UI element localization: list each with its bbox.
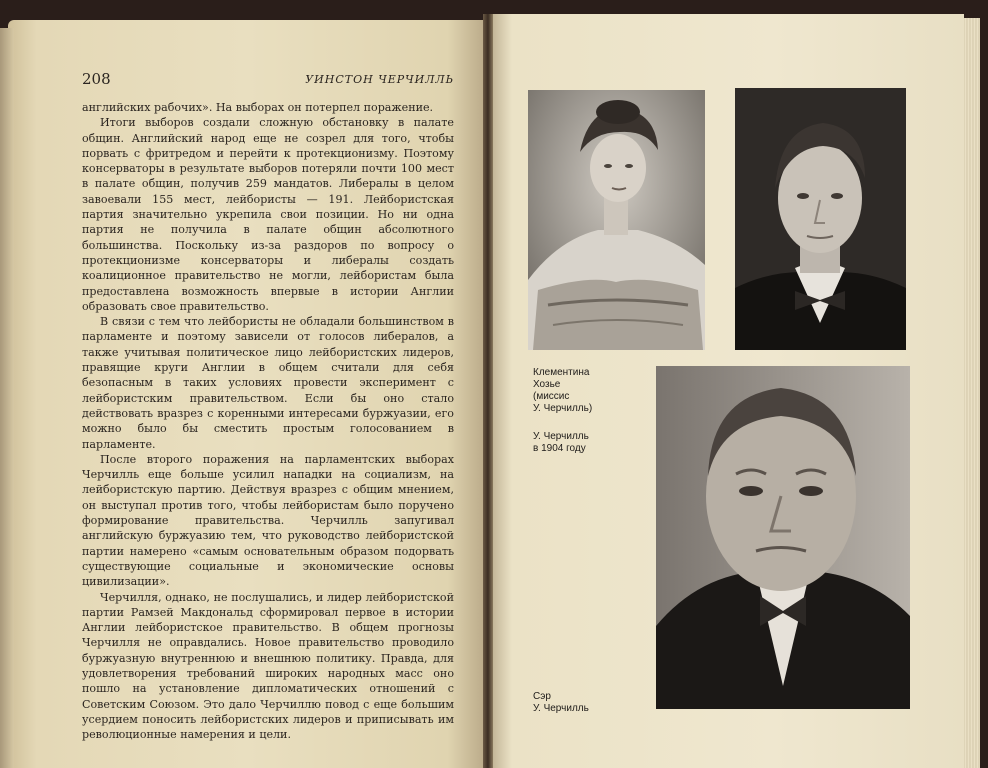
- paragraph: Итоги выборов создали сложную обстановку в палате общин. Английский народ еще не созрел для того, чтобы порвать с фритредом и перейти к протекционизму. Поэтому консерваторы в результате выборов потеряли почти 100 мест в палате общин, получив 259 мандатов. Либералы в целом завоевали 155 мест, лейбористы — 191. Лейбористская партия значительно укрепила свои позиции. Но ни одна партия не получила в палате общин абсолютного большинства. Поскольку из-за раздоров по вопросу о протекционизме консерваторы и либералы создать коалиционное правительство не могли, лейбористам была предоставлена возможность впервые в истории Англии образовать свое правительство.: [82, 116, 454, 313]
- photo-churchill-sir: [656, 366, 910, 709]
- paragraph: После второго поражения на парламентских выборах Черчилль еще больше усилил нападки на социализм, на лейбористскую партию. Действуя вразрез с общим мнением, он выступал против того, чтобы лейбористам было поручено формирование правительства. Черчилль запугивал английскую буржуазию тем, что руководство лейбористской партии намерено «самым основательным образом подорвать существующие социальные и экономические основы цивилизации».: [82, 452, 454, 589]
- paragraph: Черчилля, однако, не послушались, и лидер лейбористской партии Рамзей Макдональд сформировал первое в истории Англии лейбористское правительство. В общем прогнозы Черчилля не оправдались. Новое правительство проводило буржуазную внутреннюю и внешнюю политику. Правда, для удовлетворения требований широких народных масс оно пошло на установление дипломатических отношений с Советским Союзом. Это дало Черчиллю повод с еще большим усердием поносить лейбористских лидеров и приписывать им революционные намерения и цели.: [82, 590, 454, 742]
- running-head: УИНСТОН ЧЕРЧИЛЛЬ: [305, 73, 454, 86]
- photo-churchill-1904: [735, 88, 906, 350]
- book-gutter: [483, 14, 493, 768]
- caption-churchill-1904: У. Черчилль в 1904 году: [533, 431, 589, 454]
- body-text: [82, 100, 454, 742]
- photo-clementine: [528, 90, 705, 350]
- caption-sir-churchill: Сэр У. Черчилль: [533, 691, 589, 714]
- page-header: [82, 70, 454, 90]
- right-page-edge: [964, 18, 980, 768]
- paragraph: английских рабочих». На выборах он потерпел поражение.: [82, 101, 434, 114]
- page-number: 208: [82, 70, 111, 88]
- left-page-edge: [0, 28, 14, 768]
- paragraph: В связи с тем что лейбористы не обладали большинством в парламенте и поэтому зависели от голосов либералов, а также учитывая политическое лицо лейбористских лидеров, правящие круги Англии в общем считали для себя безопасным в таких условиях провести эксперимент с лейбористским правительством. Если бы оно стало действовать вразрез с коренными интересами буржуазии, его можно было бы сместить простым голосованием в парламенте.: [82, 315, 454, 451]
- caption-clementine: Клементина Хозье (миссис У. Черчилль): [533, 367, 593, 414]
